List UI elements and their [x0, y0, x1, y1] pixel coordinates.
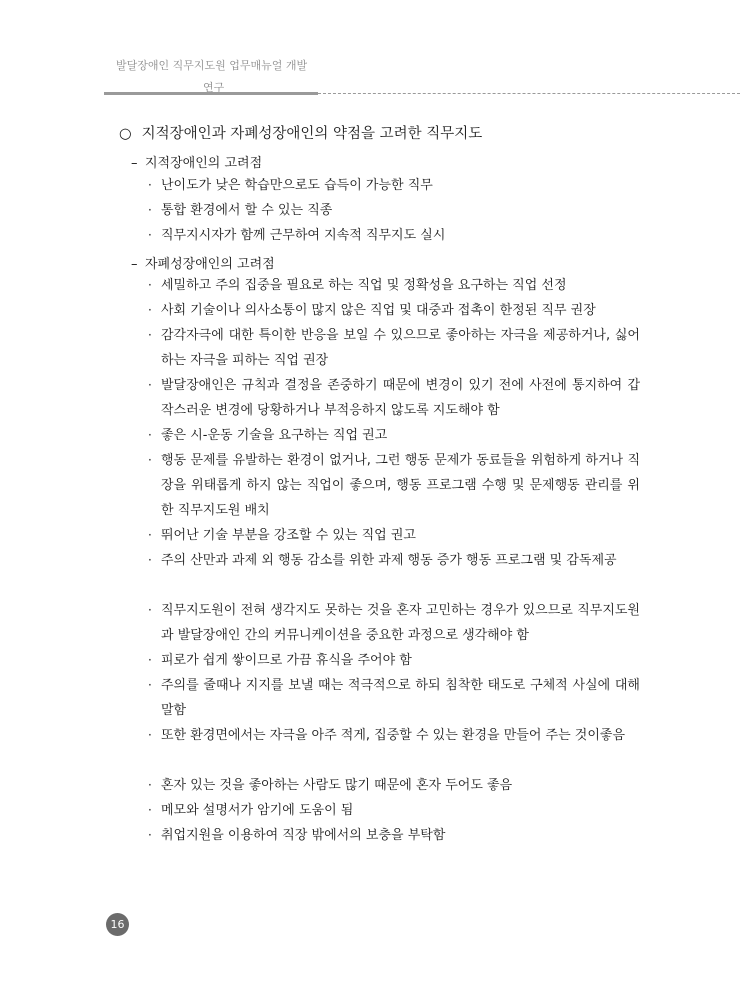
bullet-icon: · [148, 278, 152, 292]
list-item-text: 메모와 설명서가 암기에 도움이 됨 [161, 803, 354, 818]
subsection-heading [131, 253, 275, 272]
bullet-icon: · [148, 428, 152, 442]
list-item-text: 통합 환경에서 할 수 있는 직종 [161, 203, 333, 218]
list-item [148, 223, 640, 248]
list-item-text: 세밀하고 주의 집중을 필요로 하는 직업 및 정확성을 요구하는 직업 선정 [161, 278, 567, 293]
list-item-text: 발달장애인은 규칙과 결정을 존중하기 때문에 변경이 있기 전에 사전에 통지하여 갑작스러운 변경에 당황하거나 부적응하지 않도록 지도해야 함 [161, 378, 640, 418]
bullet-icon: · [148, 228, 152, 242]
list-item-text: 행동 문제를 유발하는 환경이 없거나, 그런 행동 문제가 동료들을 위험하게 하거나 직장을 위태롭게 하지 않는 직업이 좋으며, 행동 프로그램 수행 및 문제행동 관리를 위한 직무지도원 배치 [161, 453, 640, 518]
list-item-text: 난이도가 낮은 학습만으로도 습득이 가능한 직무 [161, 178, 433, 193]
bullet-icon: · [148, 728, 152, 742]
list-item [148, 773, 640, 798]
page-number-badge: 16 [106, 913, 129, 936]
dash-marker: – [131, 156, 138, 171]
list-item-text: 피로가 쉽게 쌓이므로 가끔 휴식을 주어야 함 [161, 653, 412, 668]
header-rule-dashed [318, 93, 740, 94]
list-item [148, 523, 640, 548]
bullet-icon: · [148, 778, 152, 792]
list-item-text: 또한 환경면에서는 자극을 아주 적게, 집중할 수 있는 환경을 만들어 주는 것이좋음 [161, 728, 626, 743]
list-item [148, 423, 640, 448]
bullet-icon: · [148, 678, 152, 692]
list-item [148, 798, 640, 823]
bullet-icon: · [148, 453, 152, 467]
list-item-text: 혼자 있는 것을 좋아하는 사람도 많기 때문에 혼자 두어도 좋음 [161, 778, 513, 793]
list-item [148, 548, 640, 573]
list-item-text: 감각자극에 대한 특이한 반응을 보일 수 있으므로 좋아하는 자극을 제공하거나, 싫어하는 자극을 피하는 직업 권장 [161, 328, 640, 368]
list-item [148, 598, 640, 648]
list-item [148, 648, 640, 673]
list-item [148, 673, 640, 723]
list-item [148, 273, 640, 298]
bullet-icon: · [148, 203, 152, 217]
list-item [148, 448, 640, 523]
bullet-icon: · [148, 653, 152, 667]
bullet-icon: · [148, 303, 152, 317]
list-item-text: 좋은 시-운동 기술을 요구하는 직업 권고 [161, 428, 388, 443]
bullet-icon: · [148, 803, 152, 817]
header-rule-solid [104, 92, 318, 95]
list-item-text: 취업지원을 이용하여 직장 밖에서의 보충을 부탁함 [161, 828, 446, 843]
circle-marker-icon: ○ [119, 126, 132, 142]
section-heading [119, 122, 482, 143]
bullet-icon: · [148, 603, 152, 617]
list-item [148, 198, 640, 223]
subsection-heading-text: 지적장애인의 고려점 [145, 156, 263, 171]
list-item-text: 직무지시자가 함께 근무하여 지속적 직무지도 실시 [161, 228, 446, 243]
bullet-icon: · [148, 528, 152, 542]
section-heading-text: 지적장애인과 자폐성장애인의 약점을 고려한 직무지도 [141, 126, 483, 142]
list-item-text: 뛰어난 기술 부분을 강조할 수 있는 직업 권고 [161, 528, 416, 543]
list-item [148, 173, 640, 198]
bullet-icon: · [148, 378, 152, 392]
running-header-title-continued: 연구 [203, 81, 225, 94]
running-header-title: 발달장애인 직무지도원 업무매뉴얼 개발 [116, 59, 308, 72]
bullet-icon: · [148, 328, 152, 342]
bullet-icon: · [148, 553, 152, 567]
list-item [148, 373, 640, 423]
list-item [148, 723, 640, 748]
list-item-text: 사회 기술이나 의사소통이 많지 않은 직업 및 대중과 접촉이 한정된 직무 권장 [161, 303, 596, 318]
dash-marker: – [131, 257, 138, 272]
subsection-heading [131, 152, 262, 171]
list-item [148, 823, 640, 848]
list-item-text: 주의 산만과 과제 외 행동 감소를 위한 과제 행동 증가 행동 프로그램 및 감독제공 [161, 553, 617, 568]
subsection-heading-text: 자폐성장애인의 고려점 [145, 257, 275, 272]
bullet-icon: · [148, 178, 152, 192]
bullet-icon: · [148, 828, 152, 842]
list-item-text: 직무지도원이 전혀 생각지도 못하는 것을 혼자 고민하는 경우가 있으므로 직무지도원과 발달장애인 간의 커뮤니케이션을 중요한 과정으로 생각해야 함 [161, 603, 640, 643]
list-item [148, 323, 640, 373]
list-item-text: 주의를 줄때나 지지를 보낼 때는 적극적으로 하되 침착한 태도로 구체적 사실에 대해 말함 [161, 678, 640, 718]
list-item [148, 298, 640, 323]
